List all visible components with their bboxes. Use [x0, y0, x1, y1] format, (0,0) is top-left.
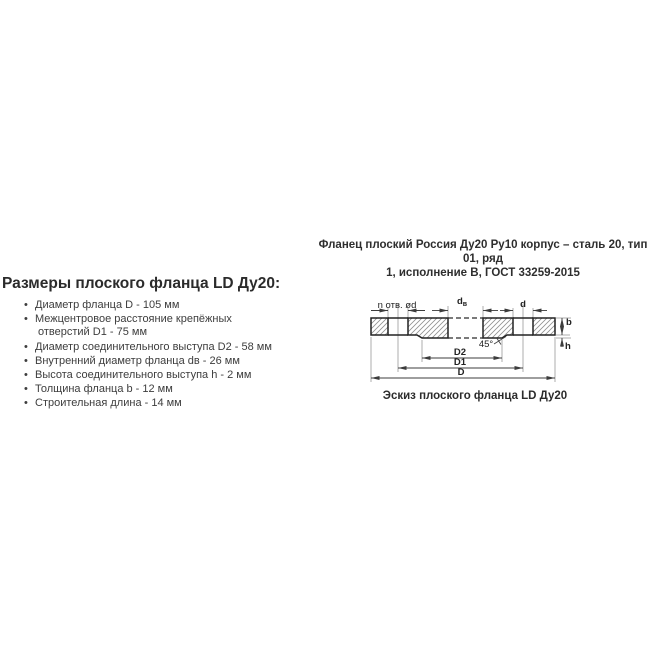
- spec-text: • Толщина фланца b - 12 мм: [35, 383, 173, 396]
- spec-text: • Высота соединительного выступа h - 2 мм: [35, 369, 252, 382]
- hole-diameter-label: d: [520, 299, 526, 310]
- flange-section-drawing: [360, 285, 650, 390]
- boss-height-label: h: [565, 341, 571, 352]
- d2-dimension-label: D2: [453, 347, 467, 358]
- spec-text: • Межцентровое расстояние крепёжных: [35, 313, 232, 326]
- product-title-line1: Фланец плоский Россия Ду20 Ру10 корпус – сталь 20, тип 01, ряд: [318, 239, 648, 265]
- spec-text: • Диаметр соединительного выступа D2 - 58 мм: [35, 340, 272, 353]
- spec-text: • Строительная длина - 14 мм: [35, 397, 182, 410]
- d1-dimension-label: D1: [453, 357, 467, 368]
- list-item: [24, 369, 280, 382]
- bore-diameter-label: $d_в$: [456, 296, 468, 308]
- product-title: [316, 238, 650, 280]
- list-item: [24, 341, 280, 354]
- list-item: [24, 299, 280, 312]
- specs-list: [24, 299, 280, 412]
- product-title-line2: 1, исполнение В, ГОСТ 33259-2015: [386, 267, 580, 279]
- extension-lines: [371, 304, 571, 382]
- list-item: [24, 383, 280, 396]
- spec-text: • Диаметр фланца D - 105 мм: [35, 299, 180, 311]
- drawing-caption: Эскиз плоского фланца LD Ду20: [382, 390, 568, 402]
- list-item: • Межцентровое расстояние крепёжных отверстий D1 - 75 мм: [24, 313, 280, 339]
- list-item: [24, 397, 280, 410]
- chamfer-angle-label: 45°: [478, 339, 494, 350]
- holes-count-label: n отв. ød: [377, 300, 417, 311]
- d-dimension-label: D: [457, 367, 465, 378]
- spec-text: • Внутренний диаметр фланца dв - 26 мм: [35, 354, 240, 367]
- bore-dashed-lines: [448, 318, 483, 338]
- thickness-label: b: [566, 317, 572, 328]
- list-item: [24, 355, 280, 368]
- specs-heading: Размеры плоского фланца LD Ду20:: [2, 275, 281, 292]
